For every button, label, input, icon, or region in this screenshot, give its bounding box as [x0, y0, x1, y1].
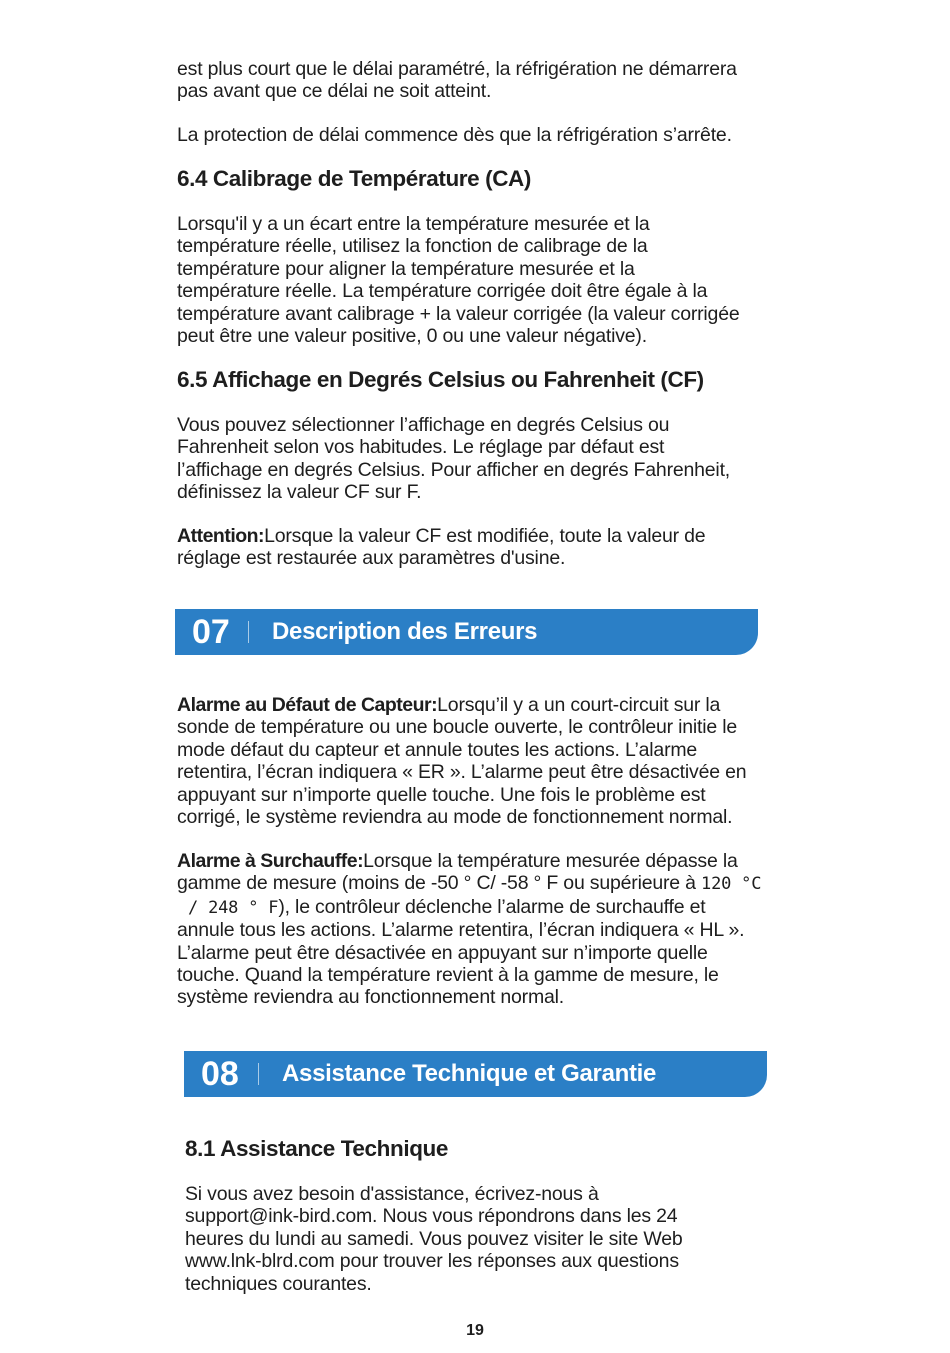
overheat-text: Lorsque la température mesurée dépasse la: [363, 850, 738, 872]
section-title: Description des Erreurs: [272, 618, 538, 645]
text-line: pas avant que ce délai ne soit atteint.: [177, 80, 492, 103]
section-6-5-paragraph: [177, 414, 730, 504]
text-line: retentira, l’écran indiquera « ER ». L’alarme peut être désactivée en: [177, 761, 747, 784]
page-number: 19: [466, 1322, 484, 1339]
intro-paragraph: [177, 58, 737, 103]
sensor-fault-text: Lorsqu’il y a un court-circuit sur la: [437, 694, 721, 716]
section-08-banner: [184, 1051, 767, 1097]
section-number: 07: [192, 613, 230, 651]
text-line: réglage est restaurée aux paramètres d'usine.: [177, 547, 566, 570]
text-line: Vous pouvez sélectionner l’affichage en degrés Celsius ou: [177, 414, 670, 436]
section-8-1-paragraph: [185, 1183, 683, 1295]
section-number: 08: [201, 1055, 239, 1093]
attention-label: Attention:: [177, 525, 265, 547]
overheat-label: Alarme à Surchauffe:: [177, 850, 364, 872]
text-line: appuyant sur n’importe quelle touche. Une fois le problème est: [177, 783, 706, 806]
text-line: ), le contrôleur déclenche l’alarme de surchauffe et: [278, 895, 706, 918]
text-line: Lorsqu'il y a un écart entre la température mesurée et la: [177, 213, 650, 235]
text-line: support@ink-bird.com. Nous vous répondrons dans les 24: [185, 1205, 678, 1228]
text-line: l’affichage en degrés Celsius. Pour afficher en degrés Fahrenheit,: [177, 458, 731, 481]
text-line: corrigé, le système reviendra au mode de fonctionnement normal.: [177, 806, 733, 829]
text-line: www.lnk-blrd.com pour trouver les réponses aux questions: [185, 1250, 679, 1273]
section-8-1-title: 8.1 Assistance Technique: [185, 1136, 449, 1161]
temperature-fahrenheit: / 248 ° F: [188, 897, 279, 918]
protection-paragraph: [177, 124, 732, 146]
text-line: température pour aligner la température mesurée et la: [177, 257, 635, 280]
section-title: Assistance Technique et Garantie: [282, 1060, 657, 1087]
text-line: Fahrenheit selon vos habitudes. Le réglage par défaut est: [177, 436, 665, 459]
section-6-4-paragraph: [177, 213, 740, 347]
temperature-celsius: 120 °C: [701, 874, 762, 895]
text-line: L’alarme peut être désactivée en appuyant sur n’importe quelle: [177, 941, 708, 964]
section-07-banner: [175, 609, 758, 655]
text-line: La protection de délai commence dès que la réfrigération s’arrête.: [177, 124, 732, 146]
overheat-paragraph: [177, 850, 761, 1009]
text-line: peut être une valeur positive, 0 ou une valeur négative).: [177, 325, 647, 348]
text-line: est plus court que le délai paramétré, la réfrigération ne démarrera: [177, 58, 737, 80]
text-line: annule tous les actions. L’alarme retentira, l’écran indiquera « HL ».: [177, 919, 745, 942]
text-line: sonde de température ou une boucle ouverte, le contrôleur initie le: [177, 716, 738, 739]
text-line: techniques courantes.: [185, 1272, 372, 1295]
text-line: système reviendra au fonctionnement normal.: [177, 986, 565, 1009]
text-line: température réelle, utilisez la fonction de calibrage de la: [177, 235, 648, 258]
text-line: touche. Quand la température revient à la gamme de mesure, le: [177, 964, 719, 987]
sensor-fault-paragraph: [177, 694, 746, 828]
text-line: heures du lundi au samedi. Vous pouvez visiter le site Web: [185, 1227, 683, 1250]
text-line: température réelle. La température corrigée doit être égale à la: [177, 280, 708, 303]
text-line: température avant calibrage + la valeur corrigée (la valeur corrigée: [177, 302, 740, 325]
text-line: Si vous avez besoin d'assistance, écrivez-nous à: [185, 1183, 599, 1205]
sensor-fault-label: Alarme au Défaut de Capteur:: [177, 694, 438, 716]
banner-divider: [258, 1063, 259, 1085]
section-6-5-title: 6.5 Affichage en Degrés Celsius ou Fahrenheit (CF): [177, 367, 704, 392]
text-line: définissez la valeur CF sur F.: [177, 481, 422, 504]
text-line: mode défaut du capteur et annule toutes les actions. L’alarme: [177, 738, 698, 761]
section-6-4-title: 6.4 Calibrage de Température (CA): [177, 166, 531, 191]
attention-paragraph: [177, 525, 705, 570]
attention-text: Lorsque la valeur CF est modifiée, toute la valeur de: [264, 525, 706, 547]
text-line: gamme de mesure (moins de -50 ° C/ -58 ° F ou supérieure à: [177, 872, 702, 895]
banner-divider: [248, 621, 249, 643]
